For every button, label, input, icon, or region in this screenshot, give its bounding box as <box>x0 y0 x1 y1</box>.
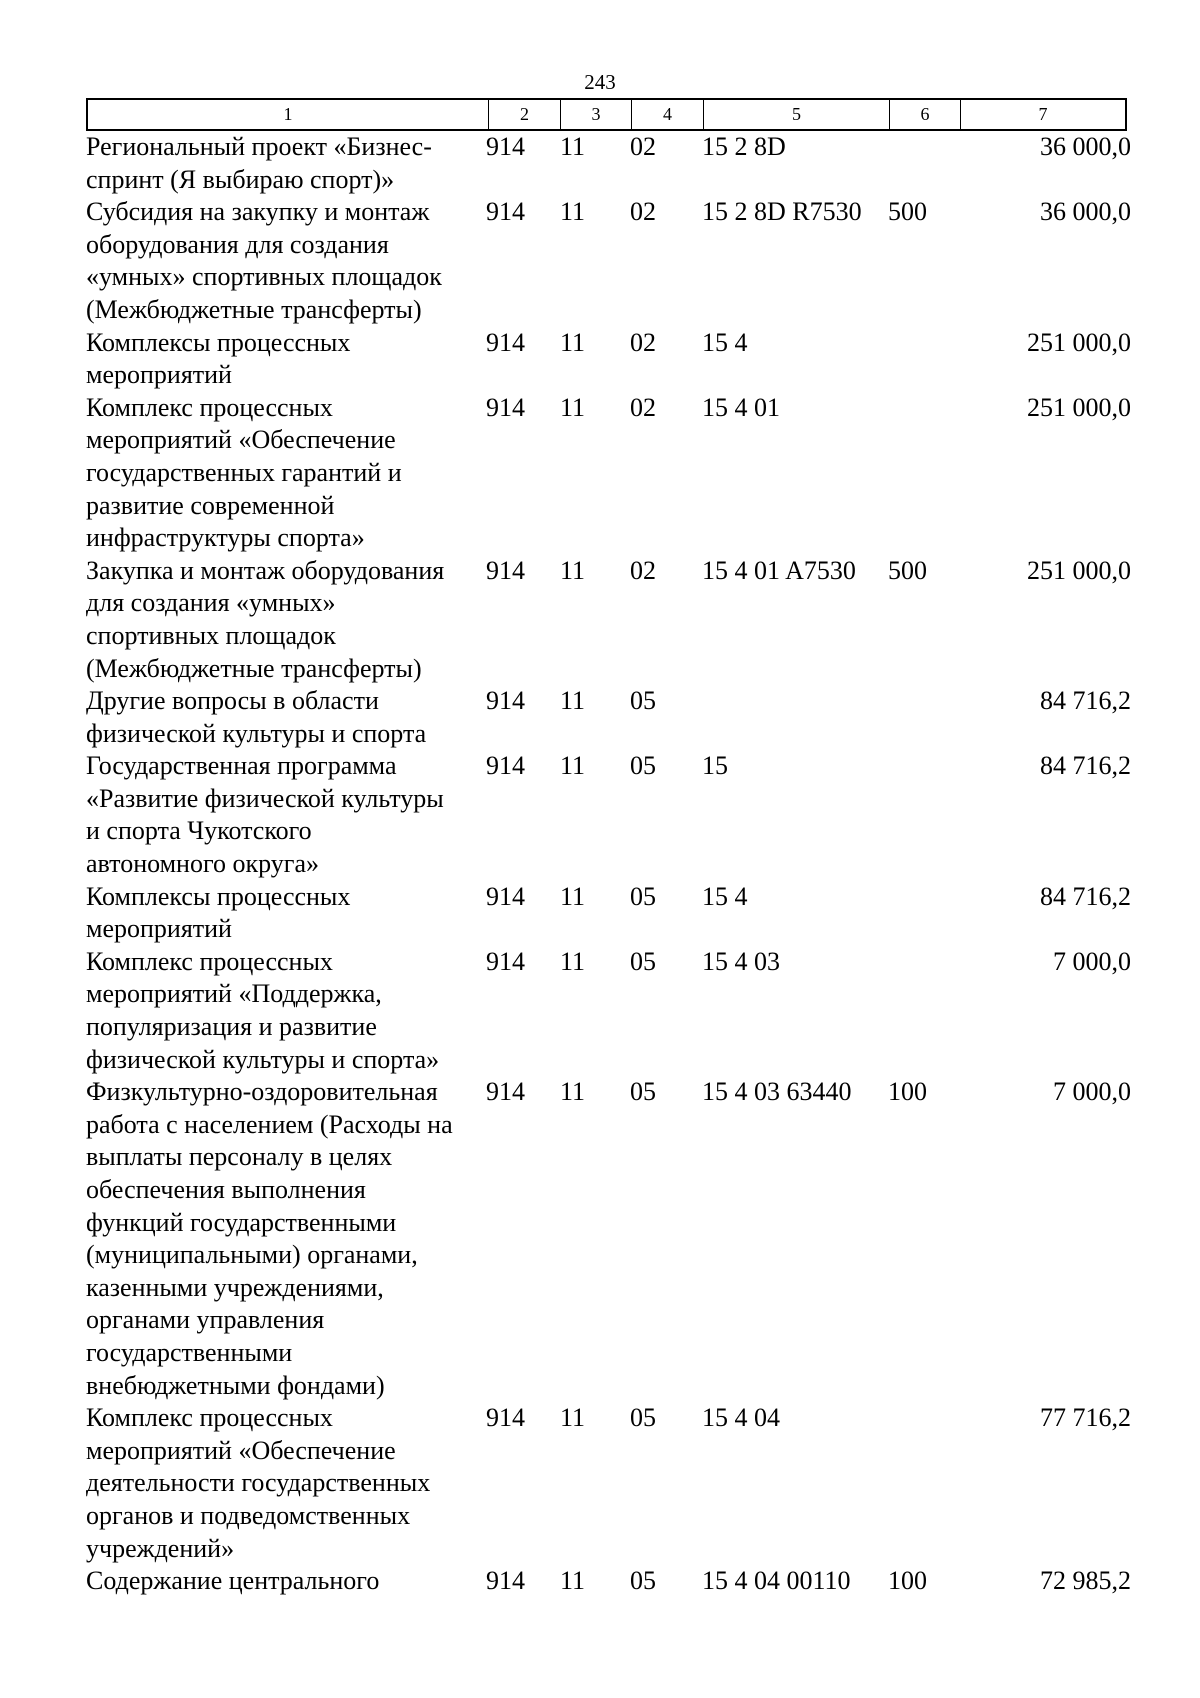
header-col-3: 3 <box>561 100 632 129</box>
amount: 251 000,0 <box>1027 392 1131 422</box>
table-row <box>86 392 1131 555</box>
expense-type-code: 500 <box>888 555 927 585</box>
header-col-2: 2 <box>489 100 561 129</box>
target-article-code: 15 2 8D R7530 <box>702 197 862 227</box>
subsection-code: 02 <box>630 197 656 227</box>
subsection-code: 05 <box>630 686 656 716</box>
section-code: 11 <box>560 881 586 911</box>
subsection-code: 05 <box>630 1566 656 1596</box>
budget-table-body <box>86 131 1131 1598</box>
row-name-line: популяризация и развитие <box>86 1012 377 1042</box>
row-name-line: Закупка и монтаж оборудования <box>86 555 445 585</box>
row-name-line: физической культуры и спорта <box>86 718 427 748</box>
target-article-code: 15 2 8D <box>702 132 786 161</box>
row-name-line: выплаты персоналу в целях <box>86 1142 393 1172</box>
target-article-code: 15 4 01 <box>702 392 780 422</box>
row-name-line: Другие вопросы в области <box>86 686 379 716</box>
row-name-line: казенными учреждениями, <box>86 1272 384 1302</box>
table-header <box>86 98 1127 131</box>
subsection-code: 05 <box>630 881 656 911</box>
expense-type-code: 100 <box>888 1077 927 1107</box>
admin-code: 914 <box>486 686 525 716</box>
subsection-code: 02 <box>630 392 656 422</box>
admin-code: 914 <box>486 946 525 976</box>
table-row <box>86 750 1131 880</box>
subsection-code: 05 <box>630 1077 656 1107</box>
table-row <box>86 196 1131 326</box>
admin-code: 914 <box>486 327 525 357</box>
section-code: 11 <box>560 1403 586 1433</box>
row-name <box>86 685 486 750</box>
amount: 84 716,2 <box>1040 751 1131 781</box>
section-code: 11 <box>560 392 586 422</box>
admin-code: 914 <box>486 392 525 422</box>
admin-code: 914 <box>486 1566 525 1596</box>
row-name-line: (Межбюджетные трансферты) <box>86 653 422 683</box>
row-name-line: Комплексы процессных <box>86 327 351 357</box>
table-row <box>86 131 1131 196</box>
subsection-code: 02 <box>630 327 656 357</box>
target-article-code: 15 4 <box>702 327 748 357</box>
amount: 7 000,0 <box>1053 1077 1131 1107</box>
amount: 251 000,0 <box>1027 327 1131 357</box>
subsection-code: 05 <box>630 751 656 781</box>
row-name-line: автономного округа» <box>86 849 319 879</box>
admin-code: 914 <box>486 197 525 227</box>
row-name <box>86 555 486 685</box>
table-row <box>86 685 1131 750</box>
header-col-4: 4 <box>632 100 704 129</box>
row-name-line: Комплекс процессных <box>86 1403 333 1433</box>
row-name-line: Комплексы процессных <box>86 881 351 911</box>
amount: 84 716,2 <box>1040 686 1131 716</box>
header-col-5: 5 <box>704 100 890 129</box>
row-name <box>86 131 486 196</box>
table-row <box>86 1076 1131 1402</box>
row-name-line: мероприятий <box>86 914 232 944</box>
section-code: 11 <box>560 1077 586 1107</box>
row-name-line: спортивных площадок <box>86 620 336 650</box>
table-row <box>86 327 1131 392</box>
row-name-line: мероприятий «Обеспечение <box>86 425 396 455</box>
row-name-line: и спорта Чукотского <box>86 816 312 846</box>
subsection-code: 02 <box>630 555 656 585</box>
row-name-line: учреждений» <box>86 1533 235 1563</box>
row-name-line: мероприятий «Поддержка, <box>86 979 382 1009</box>
table-row <box>86 555 1131 685</box>
row-name <box>86 196 486 326</box>
admin-code: 914 <box>486 881 525 911</box>
table-row <box>86 1402 1131 1565</box>
admin-code: 914 <box>486 1077 525 1107</box>
target-article-code: 15 4 <box>702 881 748 911</box>
admin-code: 914 <box>486 555 525 585</box>
amount: 84 716,2 <box>1040 881 1131 911</box>
row-name <box>86 1402 486 1565</box>
target-article-code: 15 4 03 <box>702 946 780 976</box>
subsection-code: 05 <box>630 1403 656 1433</box>
amount: 72 985,2 <box>1040 1566 1131 1596</box>
row-name-line: мероприятий <box>86 360 232 390</box>
row-name <box>86 392 486 555</box>
row-name-line: Физкультурно-оздоровительная <box>86 1077 438 1107</box>
section-code: 11 <box>560 197 586 227</box>
amount: 36 000,0 <box>1040 197 1131 227</box>
row-name-line: спринт (Я выбираю спорт)» <box>86 164 395 194</box>
target-article-code: 15 4 04 <box>702 1403 780 1433</box>
admin-code: 914 <box>486 751 525 781</box>
section-code: 11 <box>560 946 586 976</box>
amount: 36 000,0 <box>1040 132 1131 161</box>
row-name-line: (Межбюджетные трансферты) <box>86 294 422 324</box>
row-name-line: оборудования для создания <box>86 229 389 259</box>
admin-code: 914 <box>486 1403 525 1433</box>
row-name-line: мероприятий «Обеспечение <box>86 1435 396 1465</box>
amount: 7 000,0 <box>1053 946 1131 976</box>
header-col-6: 6 <box>890 100 961 129</box>
header-col-7: 7 <box>1038 104 1048 124</box>
row-name-line: «умных» спортивных площадок <box>86 262 442 292</box>
row-name <box>86 1565 486 1598</box>
admin-code: 914 <box>486 132 525 161</box>
row-name-line: деятельности государственных <box>86 1468 431 1498</box>
target-article-code: 15 4 03 63440 <box>702 1077 852 1107</box>
expense-type-code: 100 <box>888 1566 927 1596</box>
subsection-code: 02 <box>630 132 656 161</box>
row-name <box>86 881 486 946</box>
row-name <box>86 750 486 880</box>
target-article-code: 15 4 01 A7530 <box>702 555 856 585</box>
row-name-line: Субсидия на закупку и монтаж <box>86 197 430 227</box>
row-name-line: государственными <box>86 1337 293 1367</box>
row-name-line: функций государственными <box>86 1207 397 1237</box>
row-name-line: (муниципальными) органами, <box>86 1240 418 1270</box>
section-code: 11 <box>560 686 586 716</box>
target-article-code: 15 4 04 00110 <box>702 1566 851 1596</box>
target-article-code: 15 <box>702 751 728 781</box>
section-code: 11 <box>560 555 586 585</box>
row-name-line: «Развитие физической культуры <box>86 783 444 813</box>
section-code: 11 <box>560 1566 586 1596</box>
table-row <box>86 946 1131 1076</box>
row-name-line: Государственная программа <box>86 751 397 781</box>
header-col-1: 1 <box>88 100 489 129</box>
row-name-line: обеспечения выполнения <box>86 1175 366 1204</box>
row-name-line: работа с населением (Расходы на <box>86 1109 453 1139</box>
row-name-line: для создания «умных» <box>86 588 336 618</box>
page-number: 243 <box>584 70 616 94</box>
row-name <box>86 327 486 392</box>
row-name-line: Региональный проект «Бизнес- <box>86 132 432 161</box>
section-code: 11 <box>560 751 586 781</box>
row-name <box>86 946 486 1076</box>
row-name-line: государственных гарантий и <box>86 457 402 487</box>
row-name-line: органов и подведомственных <box>86 1500 411 1530</box>
subsection-code: 05 <box>630 946 656 976</box>
expense-type-code: 500 <box>888 197 927 227</box>
row-name-line: физической культуры и спорта» <box>86 1044 440 1074</box>
row-name-line: внебюджетными фондами) <box>86 1370 385 1400</box>
row-name-line: Комплекс процессных <box>86 946 333 976</box>
table-row <box>86 881 1131 946</box>
amount: 251 000,0 <box>1027 555 1131 585</box>
table-row <box>86 1565 1131 1598</box>
section-code: 11 <box>560 327 586 357</box>
row-name-line: Содержание центрального <box>86 1566 380 1596</box>
row-name-line: развитие современной <box>86 490 335 520</box>
section-code: 11 <box>560 132 586 161</box>
row-name-line: инфраструктуры спорта» <box>86 523 365 553</box>
row-name-line: органами управления <box>86 1305 325 1335</box>
row-name <box>86 1076 486 1402</box>
amount: 77 716,2 <box>1040 1403 1131 1433</box>
row-name-line: Комплекс процессных <box>86 392 333 422</box>
